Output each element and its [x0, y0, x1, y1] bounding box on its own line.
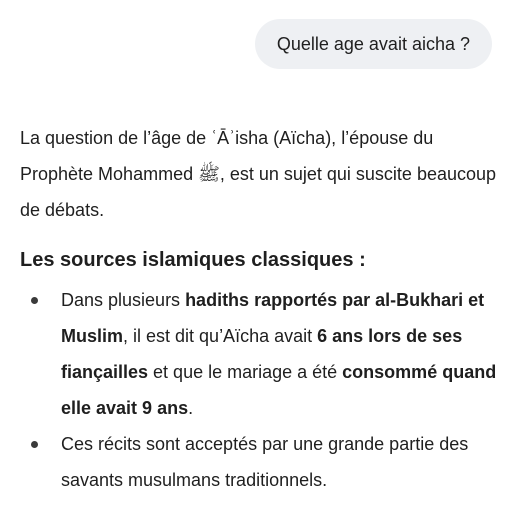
bullet-text: Ces récits sont acceptés par une grande partie des savants musulmans traditionnels. [61, 434, 469, 490]
bullet-item-acceptance [20, 426, 498, 498]
bullet-bold-text: hadiths rapportés par al-Bukhari et Muslim [61, 290, 485, 346]
bullet-bold-text: consommé quand elle avait 9 ans [61, 362, 497, 418]
bullet-bold-text: 6 ans lors de ses fiançailles [61, 326, 463, 382]
bullet-dot-icon [31, 297, 38, 304]
bullet-list [20, 282, 498, 498]
assistant-response [20, 120, 498, 498]
response-intro-paragraph: La question de l’âge de ʿĀʾisha (Aïcha), l’épouse du Prophète Mohammed ﷺ, est un sujet qui suscite beaucoup de débats. [20, 128, 497, 220]
bullet-text: , il est dit qu’Aïcha avait [123, 326, 318, 346]
user-message-bubble [255, 19, 492, 69]
bullet-text: et que le mariage a été [148, 362, 343, 382]
section-heading-classical-sources: Les sources islamiques classiques : [20, 249, 366, 271]
bullet-text: . [188, 398, 194, 418]
bullet-dot-icon [31, 441, 38, 448]
bullet-text: Dans plusieurs [61, 290, 186, 310]
bullet-item-hadiths [20, 282, 498, 426]
user-message-text: Quelle age avait aicha ? [276, 33, 470, 54]
